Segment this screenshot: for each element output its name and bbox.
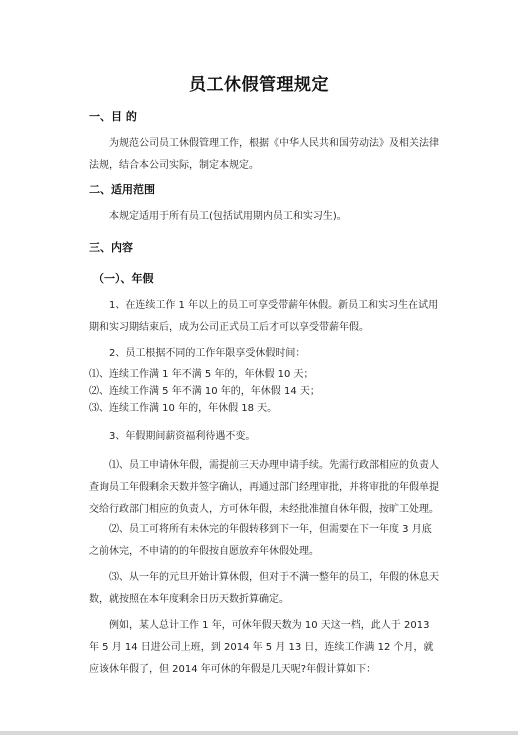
item-3c-text: ⑶、从一年的元旦开始计算休假，但对于不满一整年的员工，年假的休息天数，就按照在本年度剩余日历天数折算确定。: [89, 572, 439, 605]
subsection-heading-annual-leave: （一）、年假: [93, 272, 154, 285]
page-bottom-edge: [0, 731, 518, 735]
item-3b-text: ⑵、员工可将所有未休完的年假转移到下一年，但需要在下一年度 3 月底之前休完，不申请的的年假按自愿放弃年休假处理。: [89, 524, 432, 557]
item-3a-text: ⑴、员工申请休年假，需提前三天办理申请手续。先需行政部相应的负责人查询员工年假剩余天数并签字确认，再通过部门经理审批，并将审批的年假单提交给行政部门相应的负责人，方可休年假，未经批准擅自休年假，按旷工处理。: [89, 460, 439, 515]
item-3-paragraph: [89, 426, 439, 448]
item-3a-paragraph: [89, 455, 439, 521]
scope-text: 本规定适用于所有员工(包括试用期内员工和实习生)。: [109, 211, 347, 222]
scope-paragraph: [89, 206, 439, 228]
section-heading-purpose: 一、目 的: [89, 110, 137, 123]
example-paragraph: [89, 615, 439, 681]
document-title: 员工休假管理规定: [189, 75, 329, 95]
purpose-paragraph: [89, 133, 439, 177]
item-2c-text: ⑶、连续工作满 10 年的，年休假 18 天。: [89, 403, 278, 414]
section-heading-scope: 二、适用范围: [89, 183, 155, 196]
example-text: 例如，某人总计工作 1 年，可休年假天数为 10 天这一档，此人于 2013 年 5 月 14 日进公司上班，到 2014 年 5 月 13 日，连续工作满 12 个月，就应该休年假了，但 2014 年可休的年假是几天呢?年假计算如下：: [89, 620, 434, 675]
item-2a-text: ⑴、连续工作满 1 年不满 5 年的，年休假 10 天；: [89, 369, 314, 380]
item-1-text: 1、在连续工作 1 年以上的员工可享受带薪年休假。新员工和实习生在试用期和实习期结束后，成为公司正式员工后才可以享受带薪年假。: [89, 300, 439, 333]
item-2-paragraph: [89, 343, 439, 365]
item-2b-text: ⑵、连续工作满 5 年不满 10 年的，年休假 14 天；: [89, 386, 320, 397]
item-2-text: 2、员工根据不同的工作年限享受休假时间：: [109, 348, 306, 359]
purpose-text: 为规范公司员工休假管理工作，根据《中华人民共和国劳动法》及相关法律法规，结合本公司实际，制定本规定。: [89, 138, 439, 171]
item-3c-paragraph: [89, 567, 439, 611]
item-1-paragraph: [89, 295, 439, 339]
item-3-text: 3、年假期间薪资福利待遇不变。: [109, 431, 256, 442]
section-heading-content: 三、内容: [89, 241, 133, 254]
item-3b-paragraph: [89, 519, 439, 563]
